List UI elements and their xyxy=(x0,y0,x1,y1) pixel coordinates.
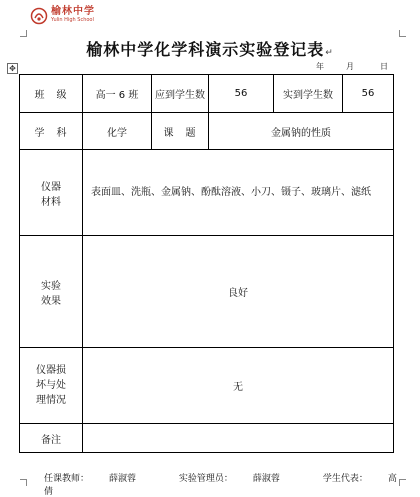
student-name: 高倩 xyxy=(44,474,397,497)
page-title xyxy=(0,37,420,60)
title-text: 榆林中学化学科演示实验登记表 xyxy=(86,40,325,59)
equipment-value: 表面皿、洗瓶、金属钠、酚酞溶液、小刀、镊子、玻璃片、滤纸 xyxy=(83,150,394,236)
table-row xyxy=(20,236,394,348)
school-emblem-icon xyxy=(30,7,48,25)
actual-label: 实到学生数 xyxy=(274,75,343,113)
student-label: 学生代表： xyxy=(322,474,368,484)
table-row xyxy=(20,113,394,150)
topic-value: 金属钠的性质 xyxy=(209,113,394,150)
margin-corner-bottom-left xyxy=(20,479,27,486)
notes-label: 备注 xyxy=(20,424,83,453)
table-row xyxy=(20,348,394,424)
table-move-handle-icon[interactable]: ✥ xyxy=(7,63,18,74)
class-label: 班 级 xyxy=(20,75,83,113)
school-logo xyxy=(30,7,95,25)
date-month: 月 xyxy=(346,62,354,71)
margin-corner-top-left xyxy=(20,30,27,37)
table-row xyxy=(20,150,394,236)
subject-value: 化学 xyxy=(83,113,152,150)
damage-value: 无 xyxy=(83,348,394,424)
actual-value: 56 xyxy=(343,75,394,113)
logo-name-cn: 榆林中学 xyxy=(51,6,95,17)
expected-value: 56 xyxy=(209,75,274,113)
damage-label: 仪器损 坏与处 理情况 xyxy=(20,348,83,424)
teacher-name: 薛淑蓉 xyxy=(109,474,137,484)
teacher-label: 任课教师： xyxy=(44,474,90,484)
subject-label: 学 科 xyxy=(20,113,83,150)
topic-label: 课 题 xyxy=(152,113,209,150)
admin-label: 实验管理员： xyxy=(178,474,233,484)
margin-corner-top-right xyxy=(399,30,406,37)
date-day: 日 xyxy=(380,62,388,71)
effect-label: 实验 效果 xyxy=(20,236,83,348)
equipment-label: 仪器 材料 xyxy=(20,150,83,236)
table-row xyxy=(20,75,394,113)
notes-value xyxy=(83,424,394,453)
signature-footer xyxy=(44,471,420,497)
class-value: 高一 6 班 xyxy=(83,75,152,113)
paragraph-mark-icon: ↵ xyxy=(325,48,334,58)
logo-name-en: Yulin High School xyxy=(51,17,94,23)
table-row xyxy=(20,424,394,453)
effect-value: 良好 xyxy=(83,236,394,348)
registration-table xyxy=(19,74,394,453)
date-year: 年 xyxy=(316,62,324,71)
admin-name: 薛淑蓉 xyxy=(252,474,280,484)
expected-label: 应到学生数 xyxy=(152,75,209,113)
